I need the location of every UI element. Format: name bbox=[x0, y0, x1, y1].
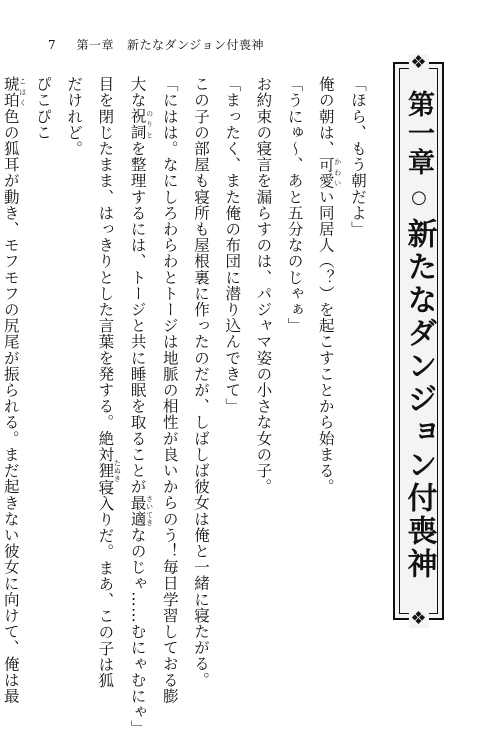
text-line: 「うにゅ～、あと五分なのじゃぁ」 bbox=[285, 76, 304, 334]
page-number: 7 bbox=[48, 38, 57, 52]
ornament-top-icon: ❖ bbox=[410, 52, 427, 73]
text-line: 目を閉じたまま、はっきりとした言葉を発する。絶対狸 たぬき寝入りだ。まあ、この子は狐 bbox=[96, 76, 122, 689]
running-head bbox=[48, 36, 264, 53]
text-line: ぴこぴこ bbox=[33, 76, 52, 141]
text-line: 大な祝詞 のりとを整理するには、トージと共に睡眠を取ることが最適 さいてきなのじゃ……むにゃむにゃ」 bbox=[128, 76, 154, 736]
text-line: だけれど。 bbox=[65, 76, 84, 157]
running-head-chapter-title: 新たなダンジョン付喪神 bbox=[126, 38, 265, 52]
text-line: お約束の寝言を漏らすのは、パジャマ姿の小さな女の子。 bbox=[254, 76, 273, 495]
text-line: この子の部屋も寝所も屋根裏に作ったのだが、しばしば彼女は俺と一緒に寝たがる。 bbox=[191, 76, 210, 688]
text-line: 「まったく、また俺の布団に潜り込んできて」 bbox=[223, 76, 242, 415]
text-line: 「ほら、もう朝だよ」 bbox=[349, 76, 367, 237]
chapter-separator-icon: ○ bbox=[408, 187, 430, 208]
body-text bbox=[1, 76, 373, 736]
chapter-title: 新たなダンジョン付喪神 bbox=[401, 218, 437, 581]
ornament-bottom-icon: ❖ bbox=[410, 608, 427, 629]
chapter-number: 第一章 bbox=[403, 90, 434, 177]
text-line: 俺の朝は、可愛 かわいい同居人（？）を起こすことから始まる。 bbox=[316, 76, 342, 495]
chapter-heading bbox=[395, 90, 442, 581]
chapter-banner bbox=[393, 52, 444, 629]
text-line: 「にはは。なにしろわらわとトージは地脈の相性が良いからのう！毎日学習しておる膨 bbox=[160, 76, 179, 704]
running-head-chapter-label: 第一章 bbox=[76, 38, 114, 52]
text-line: 琥珀 こはく色の狐耳が動き、モフモフの尻尾が振られる。まだ起きない彼女に向けて、俺は最 bbox=[1, 76, 27, 704]
